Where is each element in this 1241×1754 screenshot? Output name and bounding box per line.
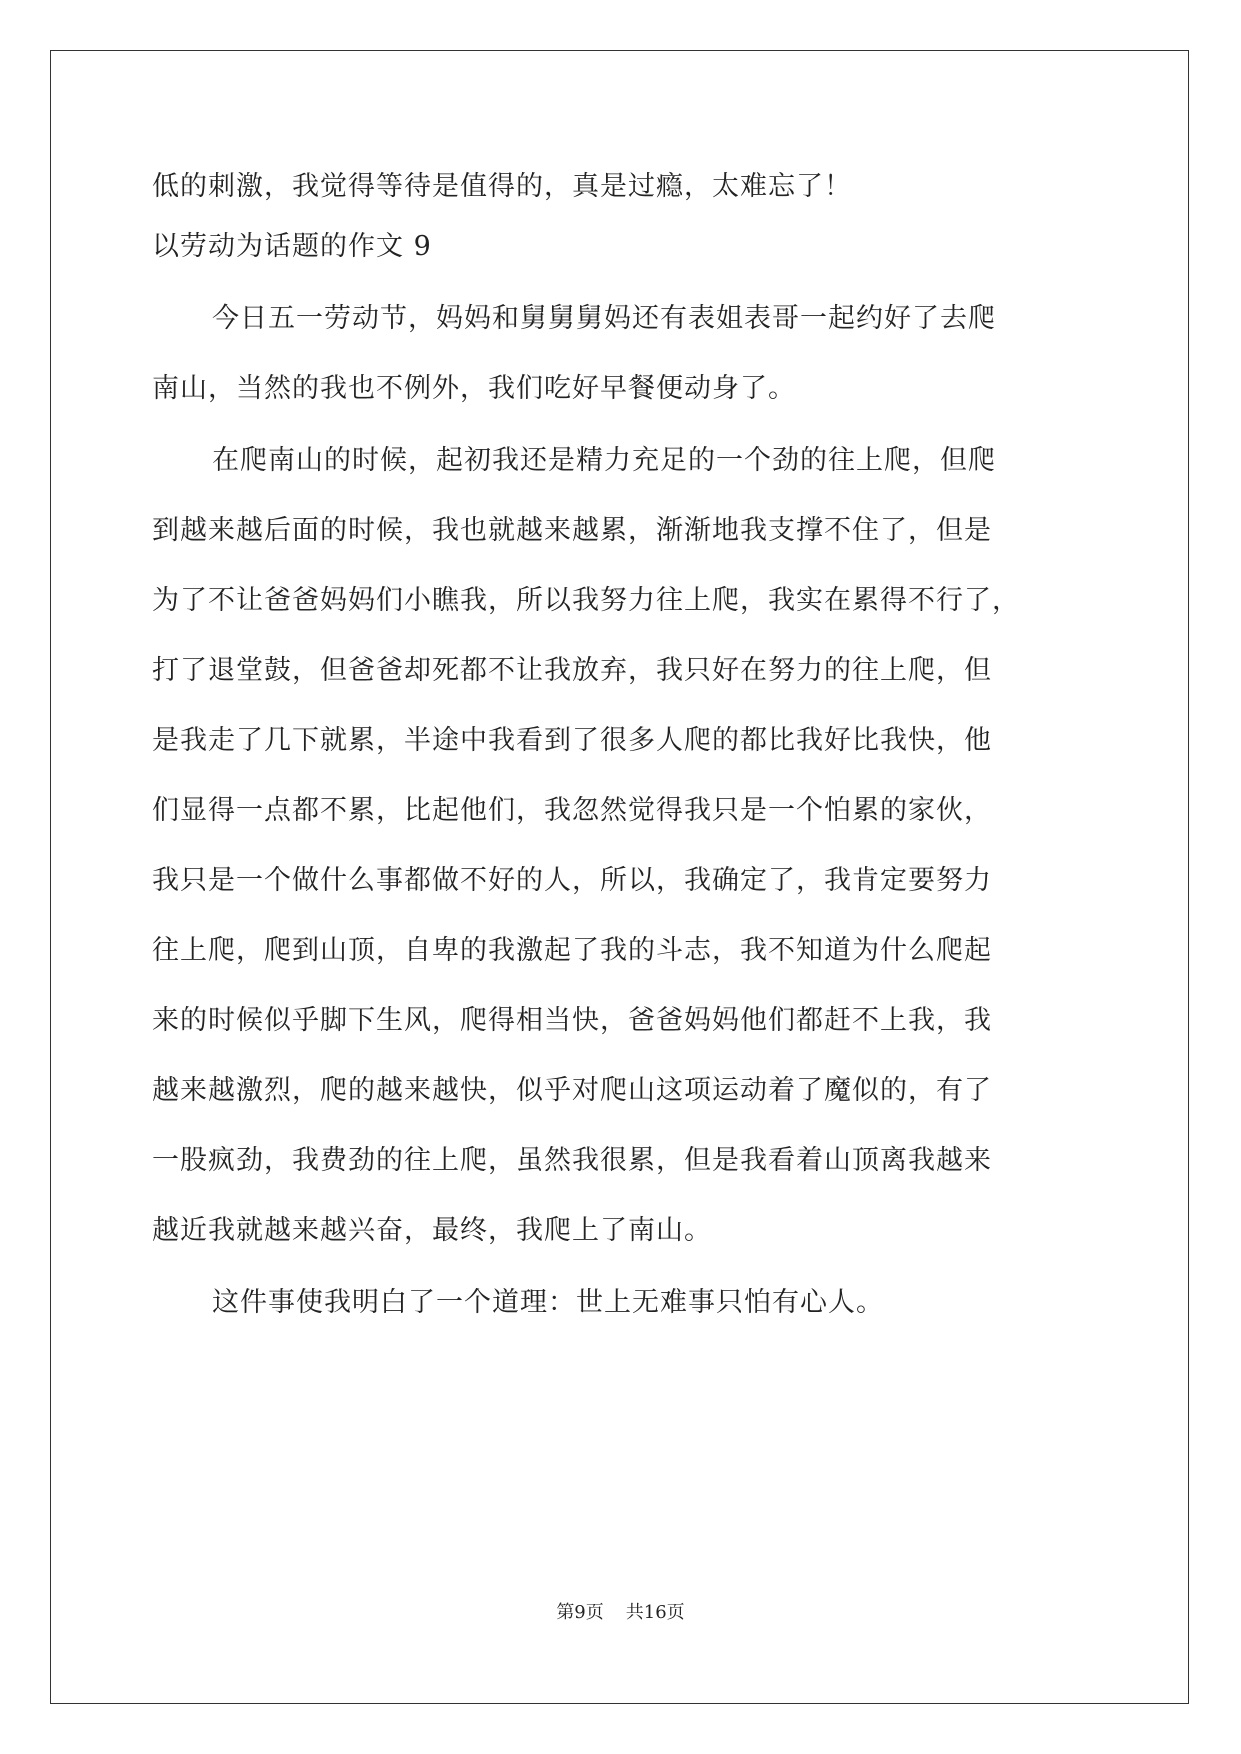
text-line: 我只是一个做什么事都做不好的人，所以，我确定了，我肯定要努力 <box>152 865 992 896</box>
paragraph-start: 这件事使我明白了一个道理：世上无难事只怕有心人。 <box>212 1287 884 1318</box>
text-line: 到越来越后面的时候，我也就越来越累，渐渐地我支撑不住了，但是 <box>152 515 992 546</box>
text-line: 们显得一点都不累，比起他们，我忽然觉得我只是一个怕累的家伙， <box>152 795 992 826</box>
paragraph-start: 在爬南山的时候，起初我还是精力充足的一个劲的往上爬，但爬 <box>212 445 996 476</box>
paragraph-start: 今日五一劳动节，妈妈和舅舅舅妈还有表姐表哥一起约好了去爬 <box>212 303 996 334</box>
page-footer <box>0 1602 1241 1624</box>
text-line: 是我走了几下就累，半途中我看到了很多人爬的都比我好比我快，他 <box>152 725 992 756</box>
section-heading: 以劳动为话题的作文 9 <box>152 231 432 262</box>
text-line: 打了退堂鼓，但爸爸却死都不让我放弃，我只好在努力的往上爬，但 <box>152 655 992 686</box>
text-line: 为了不让爸爸妈妈们小瞧我，所以我努力往上爬，我实在累得不行了， <box>152 585 1020 616</box>
text-line: 低的刺激，我觉得等待是值得的，真是过瘾，太难忘了！ <box>152 171 852 202</box>
text-line: 越近我就越来越兴奋，最终，我爬上了南山。 <box>152 1215 712 1246</box>
text-line: 南山，当然的我也不例外，我们吃好早餐便动身了。 <box>152 373 796 404</box>
text-line: 越来越激烈，爬的越来越快，似乎对爬山这项运动着了魔似的，有了 <box>152 1075 992 1106</box>
text-line: 一股疯劲，我费劲的往上爬，虽然我很累，但是我看着山顶离我越来 <box>152 1145 992 1176</box>
text-line: 来的时候似乎脚下生风，爬得相当快，爸爸妈妈他们都赶不上我，我 <box>152 1005 992 1036</box>
text-line: 往上爬，爬到山顶，自卑的我激起了我的斗志，我不知道为什么爬起 <box>152 935 992 966</box>
page-number: 第9页 <box>556 1602 604 1623</box>
page-total: 共16页 <box>625 1602 685 1623</box>
